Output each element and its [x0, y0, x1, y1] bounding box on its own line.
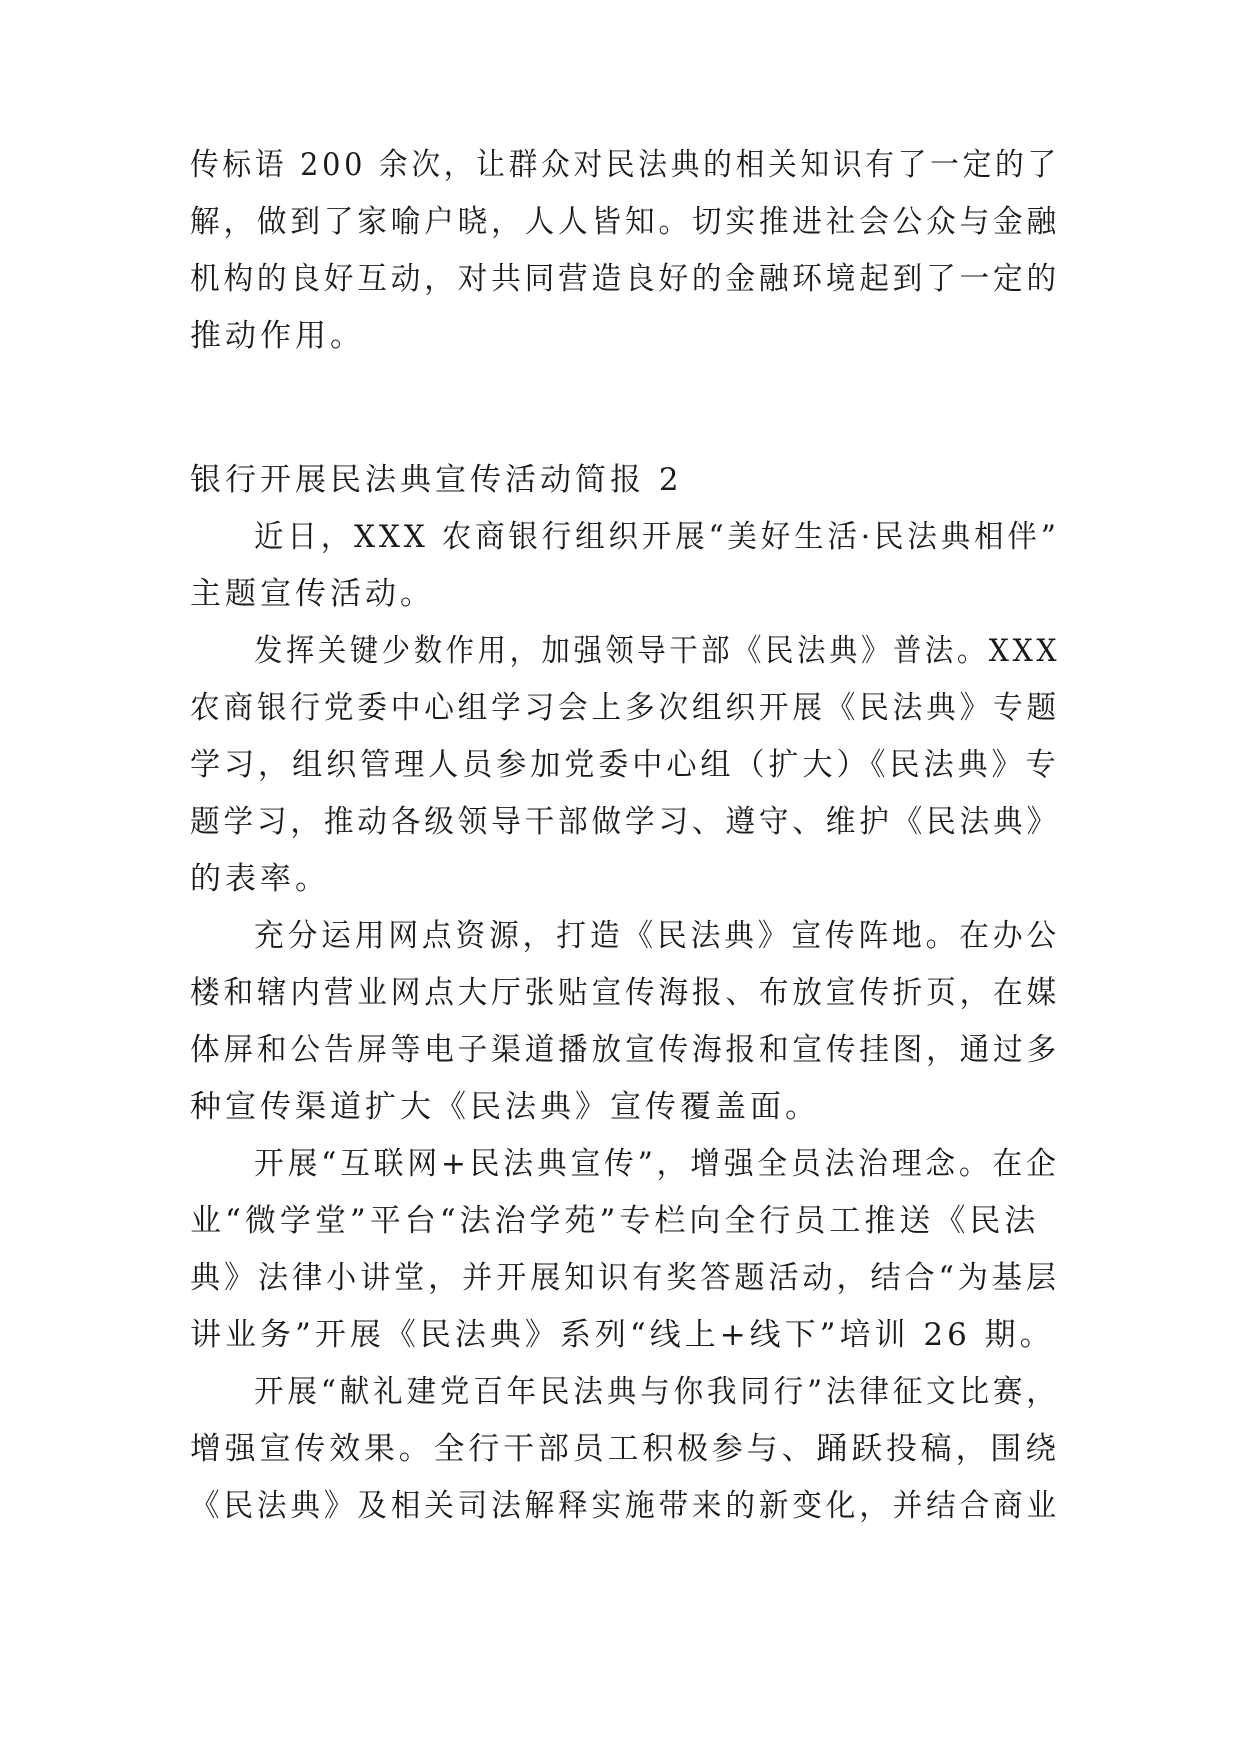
- body-text-line: 《民法典》及相关司法解释实施带来的新变化，并结合商业: [190, 1488, 1060, 1524]
- body-text-line: 学习，组织管理人员参加党委中心组（扩大）《民法典》专: [190, 747, 1060, 783]
- body-text-line: 传标语 200 余次，让群众对民法典的相关知识有了一定的了: [190, 147, 1060, 183]
- body-text-line: 主题宣传活动。: [190, 576, 435, 612]
- section-heading: 银行开展民法典宣传活动简报 2: [190, 462, 683, 498]
- body-text-line: 发挥关键少数作用，加强领导干部《民法典》普法。XXX: [254, 633, 1061, 669]
- body-text-line: 楼和辖内营业网点大厅张贴宣传海报、布放宣传折页，在媒: [190, 975, 1060, 1011]
- body-text-line: 机构的良好互动，对共同营造良好的金融环境起到了一定的: [190, 261, 1060, 297]
- body-text-line: 业“微学堂”平台“法治学苑”专栏向全行员工推送《民法: [190, 1203, 1040, 1239]
- body-text-line: 推动作用。: [190, 318, 365, 354]
- body-text-line: 开展“献礼建党百年民法典与你我同行”法律征文比赛，: [254, 1374, 1060, 1410]
- body-text-line: 典》法律小讲堂，并开展知识有奖答题活动，结合“为基层: [190, 1260, 1060, 1296]
- body-text-line: 体屏和公告屏等电子渠道播放宣传海报和宣传挂图，通过多: [190, 1032, 1060, 1068]
- body-text-line: 解，做到了家喻户晓，人人皆知。切实推进社会公众与金融: [190, 204, 1060, 240]
- body-text-line: 充分运用网点资源，打造《民法典》宣传阵地。在办公: [254, 918, 1060, 954]
- body-text-line: 近日，XXX 农商银行组织开展“美好生活·民法典相伴”: [254, 519, 1060, 555]
- body-text-line: 的表率。: [190, 861, 330, 897]
- body-text-line: 农商银行党委中心组学习会上多次组织开展《民法典》专题: [190, 690, 1060, 726]
- body-text-line: 开展“互联网+民法典宣传”，增强全员法治理念。在企: [254, 1146, 1060, 1182]
- body-text-line: 讲业务”开展《民法典》系列“线上+线下”培训 26 期。: [190, 1317, 1055, 1353]
- body-text-line: 题学习，推动各级领导干部做学习、遵守、维护《民法典》: [190, 804, 1060, 840]
- body-text-line: 种宣传渠道扩大《民法典》宣传覆盖面。: [190, 1089, 820, 1125]
- body-text-line: 增强宣传效果。全行干部员工积极参与、踊跃投稿，围绕: [190, 1431, 1061, 1467]
